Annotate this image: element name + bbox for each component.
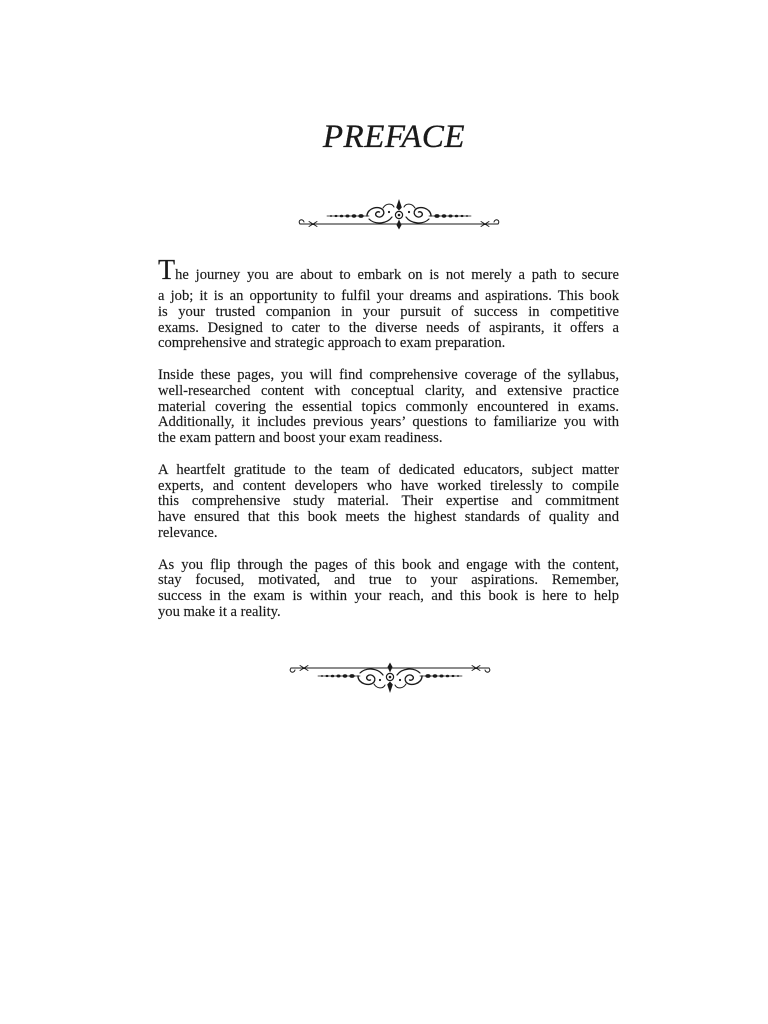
preface-paragraph-1 bbox=[158, 255, 619, 352]
text-line: A heartfelt gratitude to the team of dedicated educators, subject matter bbox=[158, 461, 619, 478]
text-line: the exam pattern and boost your exam readiness. bbox=[158, 430, 443, 447]
text-line-content: he journey you are about to embark on is not merely a path to secure bbox=[175, 267, 619, 283]
text-line bbox=[158, 255, 619, 289]
text-line: Inside these pages, you will find comprehensive coverage of the syllabus, bbox=[158, 366, 619, 383]
text-line: stay focused, motivated, and true to your aspirations. Remember, bbox=[158, 572, 619, 589]
text-line: experts, and content developers who have worked tirelessly to compile bbox=[158, 477, 619, 494]
page-title: PREFACE bbox=[322, 119, 466, 155]
text-line: As you flip through the pages of this book and engage with the content, bbox=[158, 556, 619, 573]
text-line: comprehensive and strategic approach to exam preparation. bbox=[158, 335, 506, 352]
preface-body bbox=[158, 255, 619, 637]
preface-paragraph-4 bbox=[158, 558, 619, 621]
preface-paragraph-2 bbox=[158, 368, 619, 447]
preface-paragraph-3 bbox=[158, 463, 619, 542]
text-line: success in the exam is within your reach, and this book is here to help bbox=[158, 588, 619, 605]
top-ornament-divider-icon bbox=[297, 198, 501, 230]
text-line: is your trusted companion in your pursuit of success in competitive bbox=[158, 303, 619, 320]
bottom-ornament-divider-icon bbox=[288, 662, 492, 694]
text-line: exams. Designed to cater to the diverse needs of aspirants, it offers a bbox=[158, 319, 619, 336]
text-line: a job; it is an opportunity to fulfil your dreams and aspirations. This book bbox=[158, 288, 619, 304]
text-line: well-researched content with conceptual clarity, and extensive practice bbox=[158, 382, 619, 399]
text-line: Additionally, it includes previous years’ questions to familiarize you with bbox=[158, 414, 619, 431]
text-line: relevance. bbox=[158, 524, 218, 541]
drop-cap: T bbox=[158, 255, 176, 286]
text-line: this comprehensive study material. Their expertise and commitment bbox=[158, 493, 619, 510]
text-line: you make it a reality. bbox=[158, 603, 281, 620]
text-line: material covering the essential topics commonly encountered in exams. bbox=[158, 398, 619, 415]
text-line: have ensured that this book meets the highest standards of quality and bbox=[158, 509, 619, 526]
